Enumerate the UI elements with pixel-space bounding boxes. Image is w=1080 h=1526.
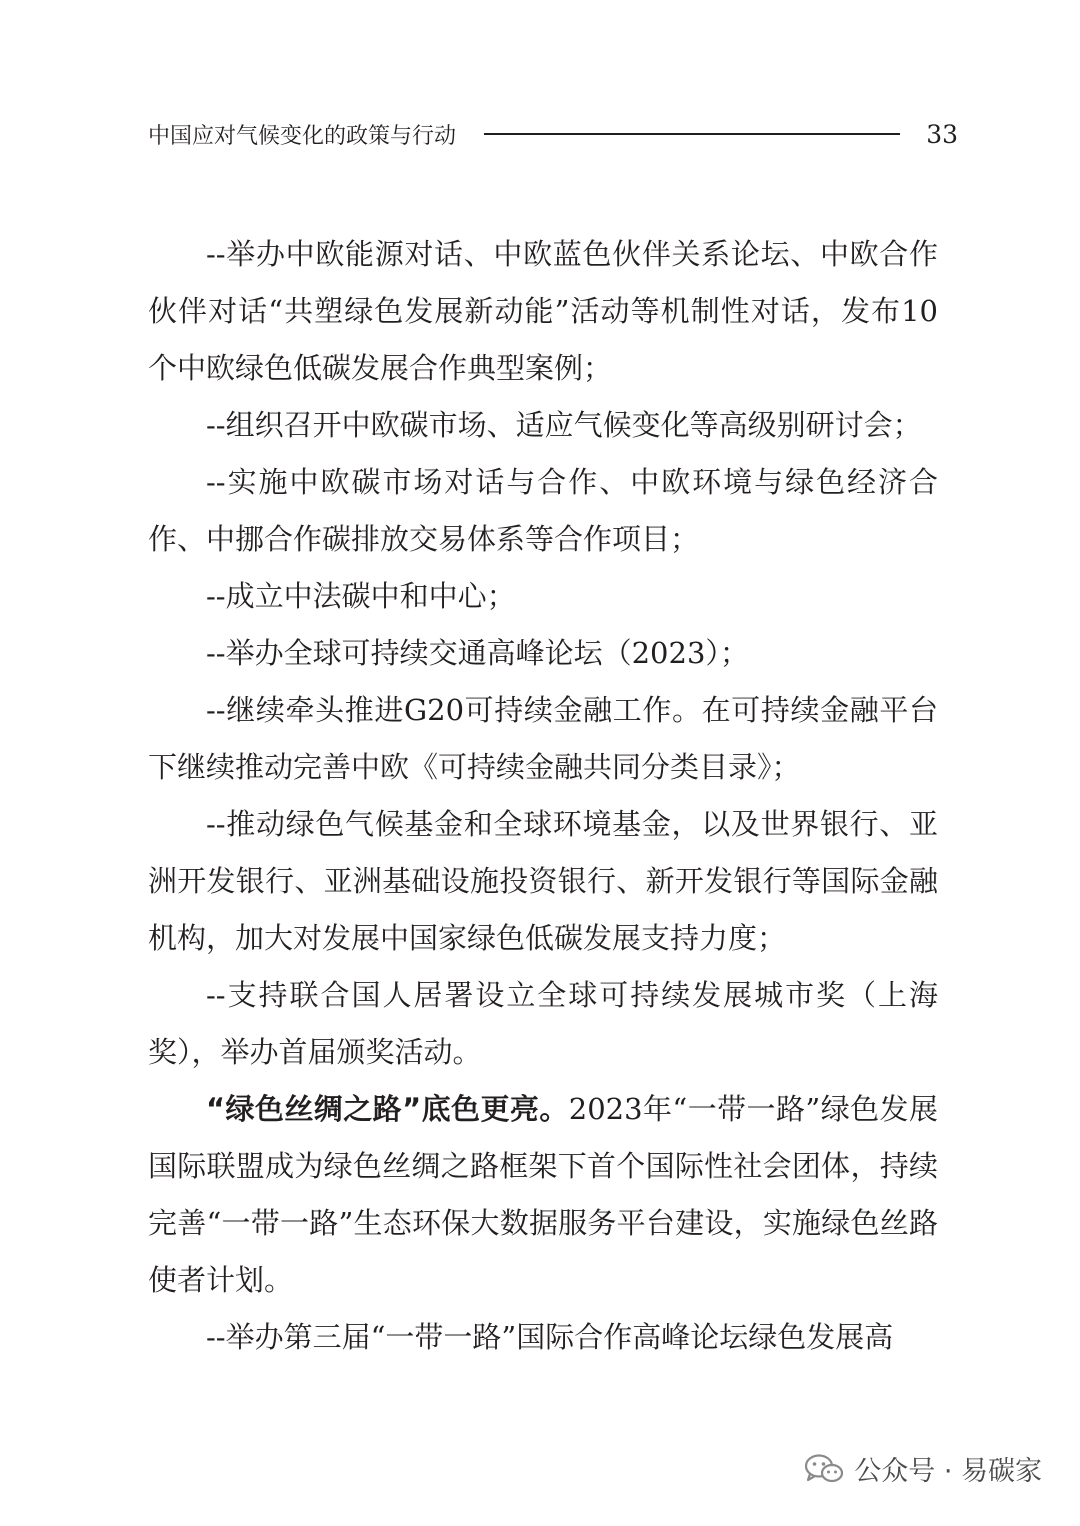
paragraph bbox=[148, 454, 938, 568]
paragraph-text: --支持联合国人居署设立全球可持续发展城市奖（上海奖），举办首届颁奖活动。 bbox=[148, 978, 938, 1069]
paragraph bbox=[148, 226, 938, 397]
paragraph-text: --举办中欧能源对话、中欧蓝色伙伴关系论坛、中欧合作伙伴对话“共塑绿色发展新动能”活动等机制性对话，发布10个中欧绿色低碳发展合作典型案例； bbox=[148, 237, 938, 385]
paragraph-text: --推动绿色气候基金和全球环境基金，以及世界银行、亚洲开发银行、亚洲基础设施投资银行、新开发银行等国际金融机构，加大对发展中国家绿色低碳发展支持力度； bbox=[148, 807, 938, 955]
paragraph-lead-heading: “绿色丝绸之路”底色更亮。 bbox=[206, 1092, 569, 1126]
paragraph bbox=[148, 625, 938, 682]
wechat-icon bbox=[804, 1453, 844, 1485]
body-text bbox=[148, 226, 938, 1366]
paragraph-text: --实施中欧碳市场对话与合作、中欧环境与绿色经济合作、中挪合作碳排放交易体系等合作项目； bbox=[148, 465, 938, 556]
header-rule bbox=[484, 133, 900, 135]
watermark-text: 公众号 · 易碳家 bbox=[854, 1456, 1042, 1487]
paragraph bbox=[148, 397, 938, 454]
paragraph-text: --继续牵头推进G20可持续金融工作。在可持续金融平台下继续推动完善中欧《可持续金融共同分类目录》； bbox=[148, 693, 938, 784]
paragraph-text: 2023年“一带一路”绿色发展国际联盟成为绿色丝绸之路框架下首个国际性社会团体，持续完善“一带一路”生态环保大数据服务平台建设，实施绿色丝路使者计划。 bbox=[148, 1092, 938, 1297]
paragraph bbox=[148, 967, 938, 1081]
paragraph-green-silk-road bbox=[148, 1081, 938, 1309]
paragraph bbox=[148, 796, 938, 967]
paragraph bbox=[148, 1309, 938, 1366]
paragraph bbox=[148, 682, 938, 796]
running-header bbox=[148, 116, 958, 152]
header-title: 中国应对气候变化的政策与行动 bbox=[148, 123, 457, 149]
page-number: 33 bbox=[926, 119, 958, 149]
paragraph bbox=[148, 568, 938, 625]
paragraph-text: --举办全球可持续交通高峰论坛（2023）； bbox=[206, 636, 749, 670]
paragraph-text: --组织召开中欧碳市场、适应气候变化等高级别研讨会； bbox=[206, 408, 922, 442]
watermark bbox=[804, 1449, 1042, 1488]
paragraph-text: --成立中法碳中和中心； bbox=[206, 579, 516, 613]
paragraph-text: --举办第三届“一带一路”国际合作高峰论坛绿色发展高 bbox=[206, 1320, 894, 1354]
